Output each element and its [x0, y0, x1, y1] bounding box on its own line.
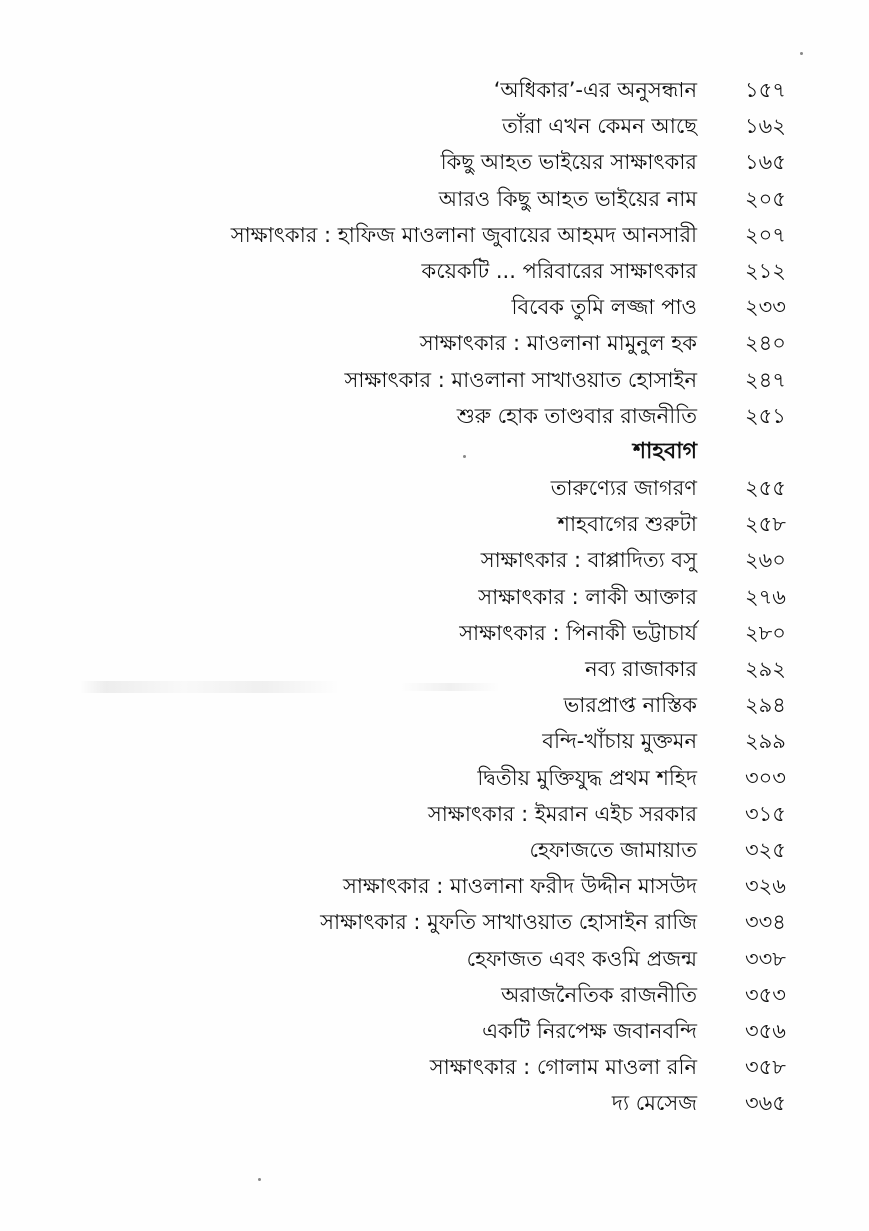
toc-entry-title: নব্য রাজাকার: [585, 657, 697, 681]
toc-entry: [0, 1049, 869, 1085]
toc-entry-title: সাক্ষাৎকার : মাওলানা ফরীদ উদ্দীন মাসউদ: [342, 874, 697, 899]
toc-entry-page-number: ২৯২: [745, 657, 786, 681]
toc-entry-page-number: ২৯৪: [745, 693, 786, 718]
toc-entry-title: অরাজনৈতিক রাজনীতি: [501, 982, 697, 1007]
toc-entry-title: শুরু হোক তাণ্ডবার রাজনীতি: [456, 403, 697, 428]
toc-entry-page-number: ৩৬৫: [745, 1091, 786, 1116]
toc-entry: [0, 723, 869, 759]
toc-entry: [0, 1085, 869, 1121]
toc-entry-page-number: ২৬০: [745, 548, 786, 573]
toc-entry: [0, 362, 869, 398]
toc-entry-page-number: ২৫৮: [745, 512, 786, 537]
toc-entry-title: বিবেক তুমি লজ্জা পাও: [511, 295, 697, 320]
toc-entry-title: কয়েকটি ... পরিবারের সাক্ষাৎকার: [421, 258, 697, 283]
paper-speck: [258, 1178, 261, 1181]
toc-entry: [0, 217, 869, 253]
toc-entry-title: বন্দি-খাঁচায় মুক্তমন: [542, 729, 697, 754]
toc-entry: [0, 542, 869, 578]
toc-entry-title: হেফাজতে জামায়াত: [529, 837, 697, 862]
toc-entry-page-number: ২১২: [745, 258, 786, 283]
toc-section-heading: [0, 434, 869, 470]
toc-entry-page-number: ৩৫৬: [745, 1018, 786, 1043]
toc-entry-title: তাঁরা এখন কেমন আছে: [502, 114, 697, 139]
toc-entry-page-number: ২৩৩: [745, 295, 786, 320]
toc-entry: [0, 470, 869, 506]
toc-entry-title: তারুণ্যের জাগরণ: [550, 476, 697, 501]
toc-entry-page-number: ৩৫৩: [745, 982, 786, 1007]
toc-entry-page-number: ৩০৩: [745, 765, 786, 790]
toc-entry-title: দ্য মেসেজ: [611, 1091, 697, 1116]
toc-entry-page-number: ৩৩৮: [745, 946, 786, 971]
toc-entry: [0, 144, 869, 180]
toc-entry: [0, 506, 869, 542]
toc-entry: [0, 977, 869, 1013]
toc-entry-title: ভারপ্রাপ্ত নাস্তিক: [563, 693, 697, 718]
toc-entry: [0, 289, 869, 325]
toc-entry-title: একটি নিরপেক্ষ জবানবন্দি: [482, 1018, 697, 1043]
toc-entry-title: সাক্ষাৎকার : হাফিজ মাওলানা জুবায়ের আহমদ আনসারী: [230, 222, 697, 247]
toc-entry-title: সাক্ষাৎকার : মুফতি সাখাওয়াত হোসাইন রাজি: [320, 910, 697, 935]
table-of-contents: [0, 72, 869, 1121]
toc-entry-page-number: ২০৭: [745, 222, 786, 247]
toc-entry: [0, 108, 869, 144]
toc-entry-page-number: ৩১৫: [745, 801, 786, 826]
toc-entry-title: ‘অধিকার’-এর অনুসন্ধান: [493, 78, 697, 102]
toc-entry-page-number: ২৪০: [745, 331, 786, 356]
toc-entry-title: দ্বিতীয় মুক্তিযুদ্ধ প্রথম শহিদ: [477, 765, 697, 790]
toc-entry: [0, 253, 869, 289]
toc-entry-page-number: ২৫১: [745, 403, 786, 428]
toc-entry-page-number: ১৬২: [745, 114, 786, 139]
paper-speck: [800, 52, 803, 55]
toc-entry-title: আরও কিছু আহত ভাইয়ের নাম: [438, 186, 697, 211]
toc-entry: [0, 868, 869, 904]
toc-entry-page-number: ২০৫: [745, 186, 786, 211]
toc-entry-page-number: ২৭৬: [745, 584, 786, 609]
toc-entry: [0, 904, 869, 940]
toc-entry: [0, 760, 869, 796]
toc-entry-title: সাক্ষাৎকার : মাওলানা সাখাওয়াত হোসাইন: [344, 367, 697, 392]
toc-entry-page-number: ২৪৭: [745, 367, 786, 392]
toc-entry-title: সাক্ষাৎকার : ইমরান এইচ সরকার: [427, 801, 697, 826]
toc-entry-title: শাহবাগ: [633, 438, 697, 464]
toc-entry: [0, 398, 869, 434]
toc-entry-page-number: ৩২৫: [745, 837, 786, 862]
toc-entry-title: সাক্ষাৎকার : পিনাকী ভট্টাচার্য: [459, 620, 697, 645]
toc-entry-page-number: ৩৩৪: [745, 910, 786, 935]
toc-entry: [0, 687, 869, 723]
toc-entry-title: সাক্ষাৎকার : মাওলানা মামুনুল হক: [419, 331, 697, 356]
toc-entry: [0, 651, 869, 687]
toc-entry-page-number: ৩২৬: [745, 874, 786, 899]
toc-entry: [0, 325, 869, 361]
toc-entry-page-number: ২৯৯: [745, 729, 786, 754]
toc-entry: [0, 832, 869, 868]
toc-entry-title: সাক্ষাৎকার : গোলাম মাওলা রনি: [429, 1055, 697, 1080]
toc-entry-title: সাক্ষাৎকার : বাপ্পাদিত্য বসু: [480, 548, 697, 573]
toc-entry: [0, 941, 869, 977]
toc-entry-title: শাহবাগের শুরুটা: [557, 512, 697, 537]
toc-entry-page-number: ১৬৫: [745, 150, 786, 175]
toc-entry-page-number: ৩৫৮: [745, 1055, 786, 1080]
toc-entry-page-number: ২৮০: [745, 620, 786, 645]
toc-entry: [0, 72, 869, 108]
toc-entry: [0, 796, 869, 832]
toc-entry: [0, 579, 869, 615]
toc-entry-page-number: ২৫৫: [745, 476, 786, 501]
toc-entry-page-number: ১৫৭: [745, 78, 786, 102]
toc-entry-title: সাক্ষাৎকার : লাকী আক্তার: [478, 584, 697, 609]
toc-entry-title: কিছু আহত ভাইয়ের সাক্ষাৎকার: [440, 150, 697, 175]
toc-entry: [0, 615, 869, 651]
toc-entry-title: হেফাজত এবং কওমি প্রজন্ম: [466, 946, 697, 971]
toc-entry: [0, 181, 869, 217]
toc-entry: [0, 1013, 869, 1049]
